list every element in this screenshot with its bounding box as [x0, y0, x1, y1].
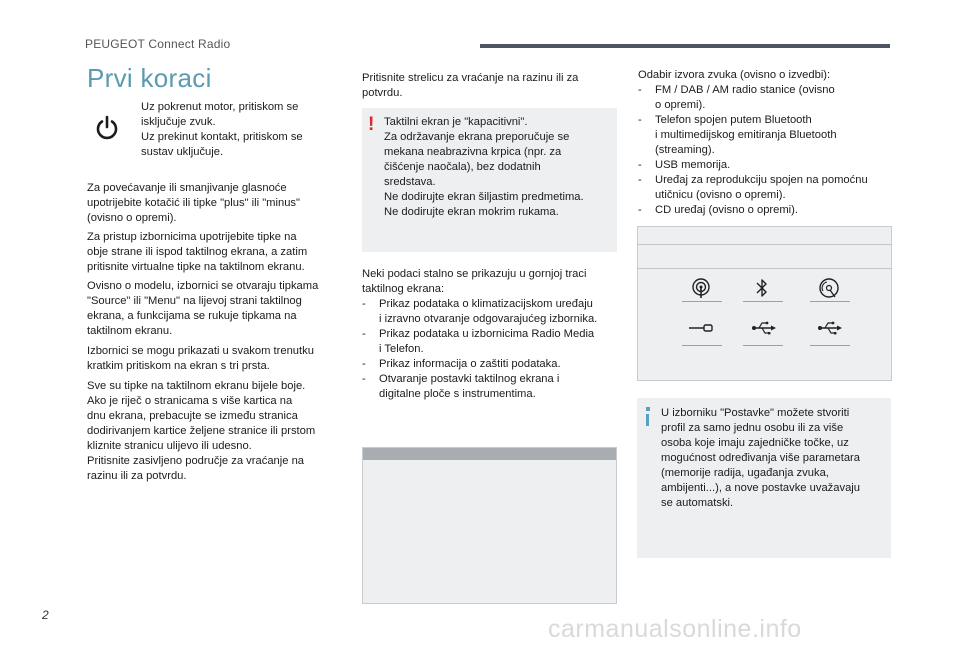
bluetooth-icon [754, 277, 770, 299]
list-item: - CD uređaj (ovisno o opremi). [638, 203, 898, 218]
text-line: Ne dodirujte ekran šiljastim predmetima. [384, 191, 584, 203]
list-item: - Otvaranje postavki taktilnog ekrana i digitalne ploče s instrumentima. [362, 372, 627, 402]
info-icon [646, 414, 649, 426]
header-rule [480, 44, 890, 48]
text-line: Pritisnite zasivljeno područje za vraćanje na [87, 455, 305, 467]
section-title: Prvi koraci [87, 63, 212, 93]
icon-underline [810, 345, 850, 346]
text-line: taktilnom ekranu. [87, 325, 173, 337]
text-line: potvrdu. [362, 87, 403, 99]
text-line: upotrijebite kotačić ili tipke "plus" ili "minus" [87, 197, 300, 209]
text-line: kliznite stranicu ulijevo ili udesno. [87, 440, 252, 452]
paragraph-model [87, 279, 347, 339]
text-line: Izbornici se mogu prikazati u svakom trenutku [87, 345, 314, 357]
text-line: sustav uključuje. [141, 146, 224, 158]
paragraph-three-fingers [87, 344, 347, 374]
text-line: Ne dodirujte ekran mokrim rukama. [384, 206, 559, 218]
paragraph-arrow [362, 71, 622, 101]
text-line: dodirivanjem kartice željene stranice ili prstom [87, 425, 316, 437]
running-header: PEUGEOT Connect Radio [85, 37, 231, 51]
text-line: osoba koje imaju zajedničke točke, uz [661, 437, 849, 449]
text-line: razinu ili za potvrdu. [87, 470, 187, 482]
source-screen-illustration [637, 226, 892, 381]
radio-icon [690, 277, 712, 299]
list-item: - Prikaz podataka o klimatizacijskom uređaju i izravno otvaranje odgovarajućeg izbornika. [362, 297, 627, 327]
text-line: Za pristup izbornicima upotrijebite tipke na [87, 231, 297, 243]
text-line: se automatski. [661, 497, 734, 509]
text-line: kratkim pritiskom na ekran s tri prsta. [87, 360, 270, 372]
source-list [638, 83, 898, 218]
page-number: 2 [42, 608, 49, 622]
cd-icon [818, 277, 840, 299]
icon-underline [810, 301, 850, 302]
list-item: - FM / DAB / AM radio stanice (ovisno o opremi). [638, 83, 898, 113]
text-line: pritisnite virtualne tipke na taktilnom ekranu. [87, 261, 305, 273]
aux-jack-icon [688, 322, 714, 334]
paragraph-buttons [87, 379, 347, 484]
text-line: mekana neabrazivna krpica (npr. za [384, 146, 562, 158]
info-icon-dot [646, 407, 650, 411]
text-line: Ako je riječ o stranicama s više kartica na [87, 395, 293, 407]
screen-illustration [362, 447, 617, 604]
paragraph-volume [87, 181, 347, 226]
text-line: (ovisno o opremi). [87, 212, 177, 224]
text-line: profil za samo jednu osobu ili za više [661, 422, 844, 434]
list-item: - Uređaj za reprodukciju spojen na pomoćnu utičnicu (ovisno o opremi). [638, 173, 898, 203]
text-line: Pritisnite strelicu za vraćanje na razinu ili za [362, 72, 579, 84]
usb-icon [751, 320, 777, 336]
text-line: ekrana, a funkcijama se rukuje tipkama na [87, 310, 297, 322]
usb-icon [817, 320, 843, 336]
text-line: dnu ekrana, prebacujte se između stranica [87, 410, 298, 422]
info-text [661, 406, 887, 511]
warning-text [384, 115, 612, 220]
text-line: Ovisno o modelu, izbornici se otvaraju tipkama [87, 280, 319, 292]
icon-underline [743, 345, 783, 346]
list-item: - Prikaz informacija o zaštiti podataka. [362, 357, 627, 372]
power-description [141, 100, 341, 160]
text-line: Odabir izvora zvuka (ovisno o izvedbi): [638, 69, 831, 81]
paragraph-menus [87, 230, 347, 275]
text-line: sredstava. [384, 176, 436, 188]
source-selection [638, 68, 898, 218]
text-line: Sve su tipke na taktilnom ekranu bijele boje. [87, 380, 306, 392]
text-line: Za održavanje ekrana preporučuje se [384, 131, 570, 143]
text-line: isključuje zvuk. [141, 116, 216, 128]
list-item: - Telefon spojen putem Bluetooth i multimedijskog emitiranja Bluetooth (streaming). [638, 113, 898, 158]
screen-divider [638, 268, 891, 269]
text-line: ambijenti...), a nove postavke uvažavaju [661, 482, 860, 494]
text-line: taktilnog ekrana: [362, 283, 445, 295]
icon-underline [682, 345, 722, 346]
text-line: čišćenje naočala), bez dodatnih [384, 161, 541, 173]
text-line: mogućnost određivanja više parametara [661, 452, 860, 464]
icon-underline [682, 301, 722, 302]
text-line: U izborniku "Postavke" možete stvoriti [661, 407, 850, 419]
text-line: Uz pokrenut motor, pritiskom se [141, 101, 299, 113]
text-line: Za povećavanje ili smanjivanje glasnoće [87, 182, 287, 194]
list-item: - Prikaz podataka u izbornicima Radio Media i Telefon. [362, 327, 627, 357]
screen-divider [638, 244, 891, 245]
text-line: obje strane ili ispod taktilnog ekrana, a zatim [87, 246, 308, 258]
list-item: - USB memorija. [638, 158, 898, 173]
text-line: Uz prekinut kontakt, pritiskom se [141, 131, 303, 143]
watermark: carmanualsonline.info [548, 615, 802, 643]
warning-icon: ! [368, 114, 375, 135]
screen-top-bar [363, 448, 616, 460]
top-bar-info [362, 267, 627, 402]
top-bar-list [362, 297, 627, 402]
text-line: Taktilni ekran je "kapacitivni". [384, 116, 528, 128]
text-line: "Source" ili "Menu" na lijevoj strani taktilnog [87, 295, 302, 307]
text-line: (memorije radija, ugađanja zvuka, [661, 467, 829, 479]
power-icon [94, 115, 120, 141]
text-line: Neki podaci stalno se prikazuju u gornjoj traci [362, 268, 587, 280]
icon-underline [743, 301, 783, 302]
